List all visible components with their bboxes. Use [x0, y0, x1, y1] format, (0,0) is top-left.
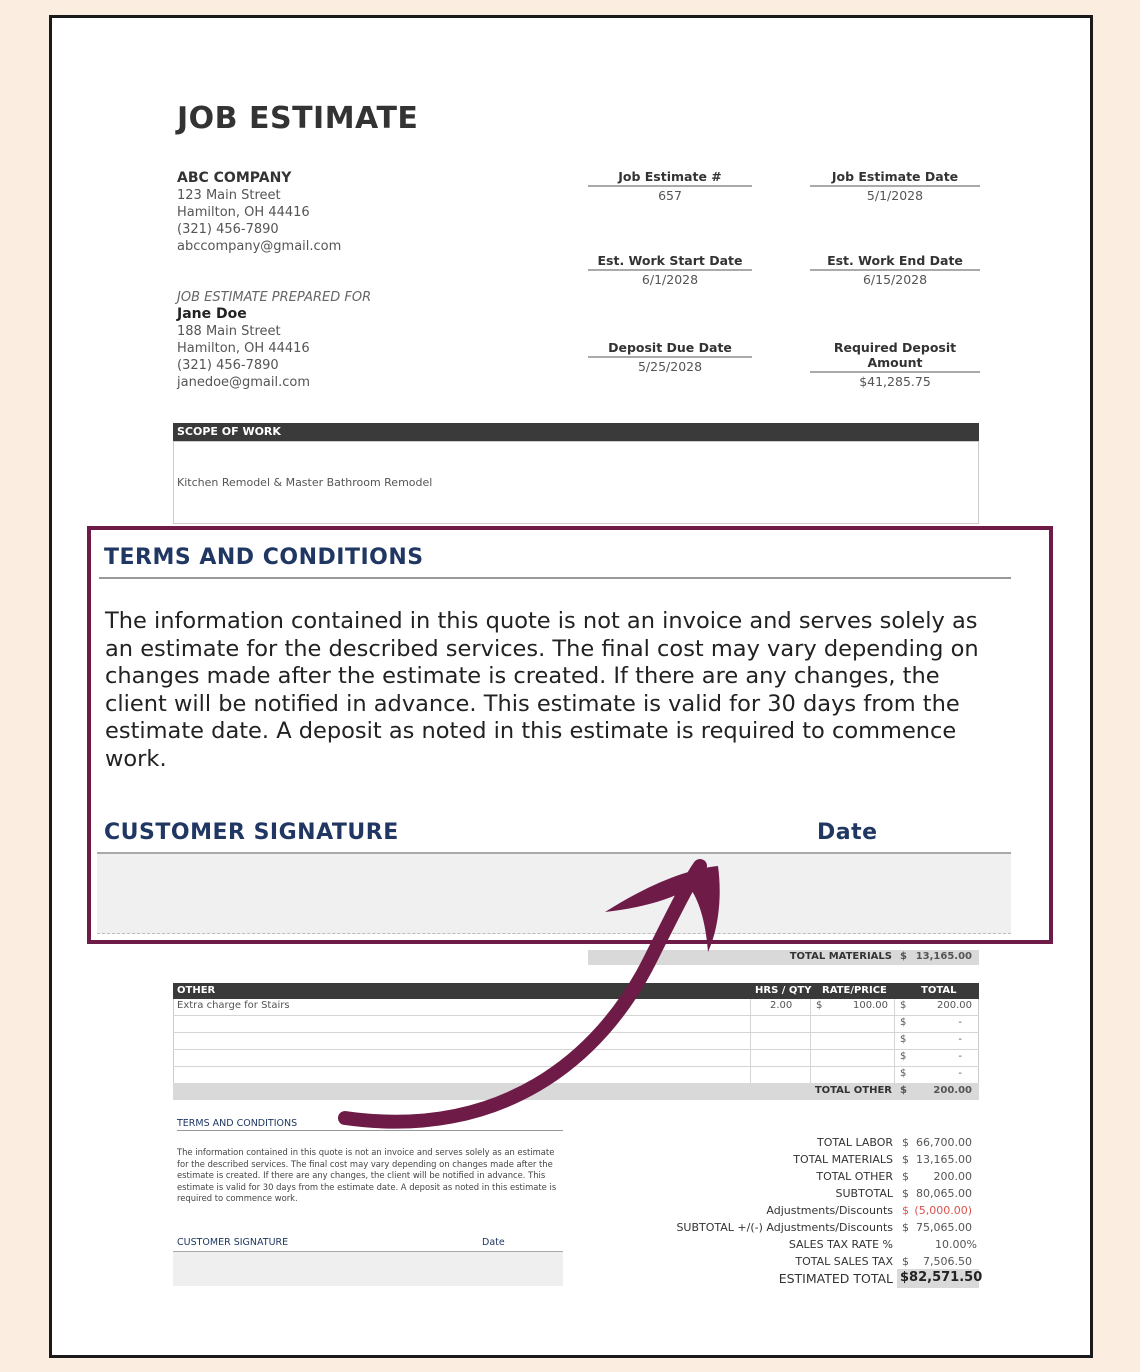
- company-phone: (321) 456-7890: [177, 222, 279, 237]
- small-terms-text: The information contained in this quote is not an invoice and serves solely as an estimate for the described services. The final cost may vary depending on changes made after the estimate is created. If there are any changes, the client will be notified in advance. This estimate is valid for 30 days from the estimate date. A deposit as noted in this estimate is required to commence work.: [177, 1147, 557, 1203]
- small-date-label: Date: [482, 1237, 505, 1248]
- other-row1-rate-currency: $: [816, 1000, 823, 1011]
- summary-subtotal-label: SUBTOTAL: [835, 1187, 893, 1200]
- deposit-due-value: 5/25/2028: [637, 359, 703, 374]
- client-phone: (321) 456-7890: [177, 358, 279, 373]
- deposit-amount-label: Required Deposit Amount: [810, 340, 980, 373]
- summary-taxrate[interactable]: 10.00%: [935, 1238, 977, 1251]
- company-email: abccompany@gmail.com: [177, 239, 342, 254]
- summary-labor-label: TOTAL LABOR: [817, 1136, 893, 1149]
- scope-text: Kitchen Remodel & Master Bathroom Remodel: [177, 476, 433, 489]
- other-row1-qty: 2.00: [770, 1000, 793, 1011]
- other-row1-desc: Extra charge for Stairs: [177, 1000, 290, 1011]
- materials-total-currency: $: [900, 951, 907, 962]
- other-total-currency: $: [900, 1085, 907, 1096]
- other-col-desc: OTHER: [177, 985, 216, 996]
- other-total-label: TOTAL OTHER: [814, 1085, 892, 1096]
- other-empty-value: -: [958, 1051, 962, 1062]
- callout-date-label: Date: [817, 820, 878, 845]
- deposit-due-label: Deposit Due Date: [588, 340, 752, 358]
- summary-adjustments-label: Adjustments/Discounts: [766, 1204, 893, 1217]
- summary-subtotal: 80,065.00: [916, 1187, 972, 1200]
- estimate-number-label: Job Estimate #: [588, 169, 752, 187]
- small-signature-label: CUSTOMER SIGNATURE: [177, 1237, 289, 1248]
- estimated-total-label: ESTIMATED TOTAL: [778, 1271, 893, 1286]
- estimate-date-label: Job Estimate Date: [810, 169, 980, 187]
- summary-currency: $: [902, 1221, 909, 1234]
- scope-header: SCOPE OF WORK: [173, 423, 979, 441]
- estimate-number-value: 657: [658, 188, 682, 203]
- callout-terms-text: The information contained in this quote is not an invoice and serves solely as an estimate for the described services. The final cost may vary depending on changes made after the estimate is created. If there are any changes, the client will be notified in advance. This estimate is valid for 30 days from the estimate date. A deposit as noted in this estimate is required to commence work.: [105, 608, 979, 772]
- client-city: Hamilton, OH 44416: [177, 341, 310, 356]
- summary-tax: 7,506.50: [923, 1255, 972, 1268]
- callout-signature-label: CUSTOMER SIGNATURE: [104, 820, 399, 845]
- summary-other: 200.00: [933, 1170, 972, 1183]
- other-empty-value: -: [958, 1068, 962, 1079]
- summary-currency: $: [902, 1187, 909, 1200]
- summary-other-label: TOTAL OTHER: [816, 1170, 893, 1183]
- company-city: Hamilton, OH 44416: [177, 205, 310, 220]
- summary-materials: 13,165.00: [916, 1153, 972, 1166]
- materials-total-value: 13,165.00: [915, 951, 972, 962]
- other-empty-currency: $: [900, 1068, 907, 1079]
- summary-currency: $: [902, 1255, 909, 1268]
- estimated-total-value: $82,571.50: [900, 1270, 983, 1285]
- materials-total-label: TOTAL MATERIALS: [789, 951, 892, 962]
- other-empty-currency: $: [900, 1034, 907, 1045]
- other-col-total: TOTAL: [921, 985, 957, 996]
- company-street: 123 Main Street: [177, 188, 281, 203]
- client-street: 188 Main Street: [177, 324, 281, 339]
- other-empty-value: -: [958, 1034, 962, 1045]
- summary-subadj-label: SUBTOTAL +/(-) Adjustments/Discounts: [676, 1221, 893, 1234]
- end-date-label: Est. Work End Date: [810, 253, 980, 271]
- client-email: janedoe@gmail.com: [177, 375, 311, 390]
- summary-subadj: 75,065.00: [916, 1221, 972, 1234]
- summary-currency: $: [902, 1136, 909, 1149]
- other-row1-rate: 100.00: [853, 1000, 888, 1011]
- summary-labor: 66,700.00: [916, 1136, 972, 1149]
- other-total-value: 200.00: [933, 1085, 972, 1096]
- client-name: Jane Doe: [177, 306, 247, 322]
- other-col-rate: RATE/PRICE: [822, 985, 887, 996]
- prepared-for-label: JOB ESTIMATE PREPARED FOR: [177, 290, 372, 305]
- deposit-amount-value: $41,285.75: [859, 374, 931, 389]
- summary-currency: $: [902, 1170, 909, 1183]
- end-date-value: 6/15/2028: [862, 272, 928, 287]
- other-empty-currency: $: [900, 1051, 907, 1062]
- start-date-value: 6/1/2028: [641, 272, 699, 287]
- other-empty-value: -: [958, 1017, 962, 1028]
- summary-currency: $: [902, 1153, 909, 1166]
- other-row1-total-currency: $: [900, 1000, 907, 1011]
- summary-tax-label: TOTAL SALES TAX: [795, 1255, 893, 1268]
- summary-materials-label: TOTAL MATERIALS: [793, 1153, 893, 1166]
- page-title: JOB ESTIMATE: [177, 101, 419, 136]
- other-empty-currency: $: [900, 1017, 907, 1028]
- small-terms-heading: TERMS AND CONDITIONS: [177, 1118, 563, 1131]
- company-name: ABC COMPANY: [177, 170, 292, 186]
- estimate-date-value: 5/1/2028: [866, 188, 924, 203]
- summary-adjustments[interactable]: (5,000.00): [914, 1204, 972, 1217]
- start-date-label: Est. Work Start Date: [588, 253, 752, 271]
- other-col-qty: HRS / QTY: [755, 985, 812, 996]
- summary-currency: $: [902, 1204, 909, 1217]
- summary-taxrate-label: SALES TAX RATE %: [788, 1238, 893, 1251]
- callout-terms-heading: TERMS AND CONDITIONS: [104, 545, 424, 570]
- other-row1-total: 200.00: [937, 1000, 972, 1011]
